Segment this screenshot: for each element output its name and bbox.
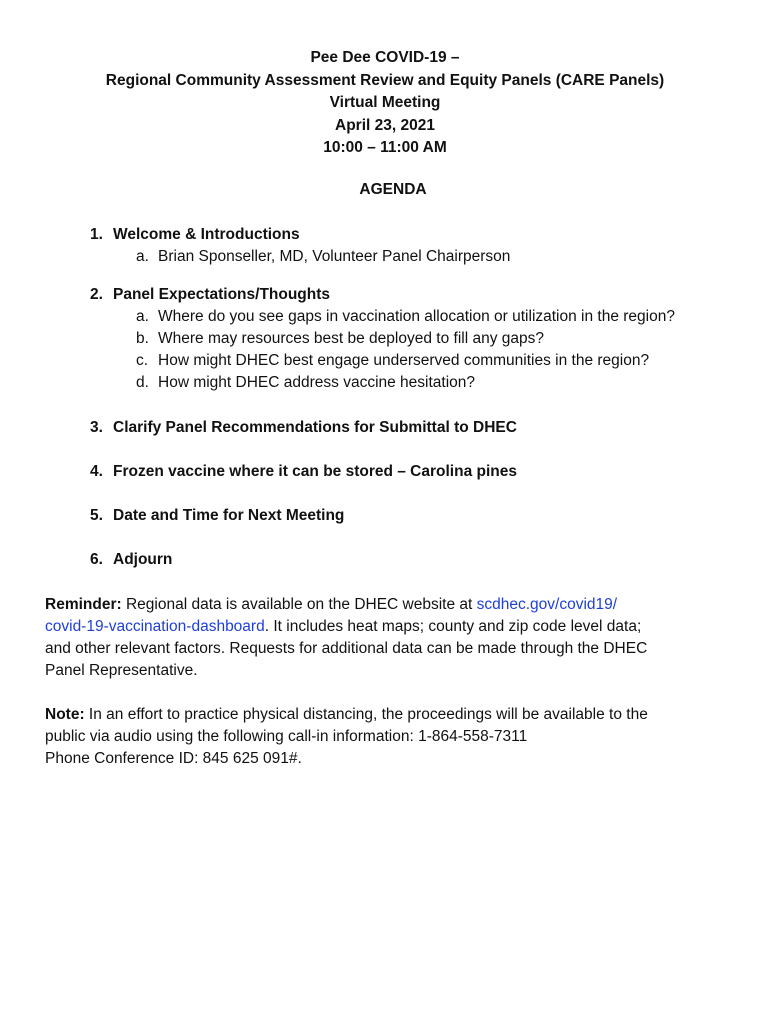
agenda-subitem-1a [136, 246, 510, 268]
reminder-label: Reminder: [45, 596, 122, 613]
note-paragraph [45, 704, 735, 770]
note-line-2: public via audio using the following call-in information: 1-864-558-7311 [45, 728, 528, 745]
header-line-time: 10:00 – 11:00 AM [323, 139, 447, 156]
subitem-letter: a. [136, 308, 149, 325]
agenda-item-number: 6. [90, 551, 103, 568]
subitem-text: Where may resources best be deployed to fill any gaps? [158, 330, 544, 347]
agenda-heading: AGENDA [359, 181, 427, 198]
agenda-subitem-2a [136, 306, 675, 328]
document-header [0, 47, 770, 160]
agenda-item-title: Clarify Panel Recommendations for Submittal to DHEC [113, 419, 517, 436]
agenda-subitem-2d [136, 372, 475, 394]
note-text: In an effort to practice physical distancing, the proceedings will be available to the [84, 706, 648, 723]
reminder-text: . It includes heat maps; county and zip code level data; [264, 618, 642, 635]
dashboard-link-part-2[interactable]: covid-19-vaccination-dashboard [45, 618, 265, 635]
subitem-text: How might DHEC best engage underserved communities in the region? [158, 352, 650, 369]
reminder-text: Regional data is available on the DHEC website at [121, 596, 477, 613]
agenda-subitem-2b [136, 328, 544, 350]
note-line-1 [45, 704, 735, 726]
agenda-item-title: Welcome & Introductions [113, 226, 300, 243]
header-line-panel-name: Regional Community Assessment Review and Equity Panels (CARE Panels) [105, 71, 665, 89]
reminder-line-2 [45, 616, 735, 638]
note-line-3: Phone Conference ID: 845 625 091#. [45, 750, 302, 767]
agenda-item-number: 4. [90, 463, 103, 480]
subitem-text: Where do you see gaps in vaccination allocation or utilization in the region? [158, 308, 675, 325]
agenda-item-title: Frozen vaccine where it can be stored – Carolina pines [113, 463, 517, 480]
agenda-item-title: Adjourn [113, 551, 173, 568]
reminder-line-3: and other relevant factors. Requests for additional data can be made through the DHEC [45, 640, 648, 657]
reminder-paragraph [45, 594, 735, 682]
dashboard-link-part-1[interactable]: scdhec.gov/covid19/ [476, 596, 618, 613]
agenda-item-number: 2. [90, 286, 103, 303]
subitem-letter: a. [136, 248, 149, 265]
header-line-title: Pee Dee COVID-19 – [310, 49, 460, 66]
note-label: Note: [45, 706, 85, 723]
subitem-letter: c. [136, 352, 149, 369]
agenda-subitem-2c [136, 350, 649, 372]
subitem-letter: b. [136, 330, 149, 347]
subitem-text: How might DHEC address vaccine hesitation? [158, 374, 476, 391]
subitem-text: Brian Sponseller, MD, Volunteer Panel Chairperson [158, 248, 511, 265]
agenda-item-number: 1. [90, 226, 103, 243]
agenda-item-5 [90, 505, 344, 527]
agenda-item-2 [90, 284, 330, 306]
agenda-item-4 [90, 461, 517, 483]
header-line-meeting-type: Virtual Meeting [329, 94, 441, 111]
reminder-line-4: Panel Representative. [45, 662, 198, 679]
agenda-item-3 [90, 417, 517, 439]
agenda-item-title: Date and Time for Next Meeting [113, 507, 345, 524]
agenda-item-number: 5. [90, 507, 103, 524]
agenda-item-6 [90, 549, 172, 571]
agenda-item-title: Panel Expectations/Thoughts [113, 286, 331, 303]
agenda-item-number: 3. [90, 419, 103, 436]
subitem-letter: d. [136, 374, 149, 391]
header-line-date: April 23, 2021 [335, 116, 435, 134]
reminder-line-1 [45, 594, 735, 616]
agenda-item-1 [90, 224, 300, 246]
